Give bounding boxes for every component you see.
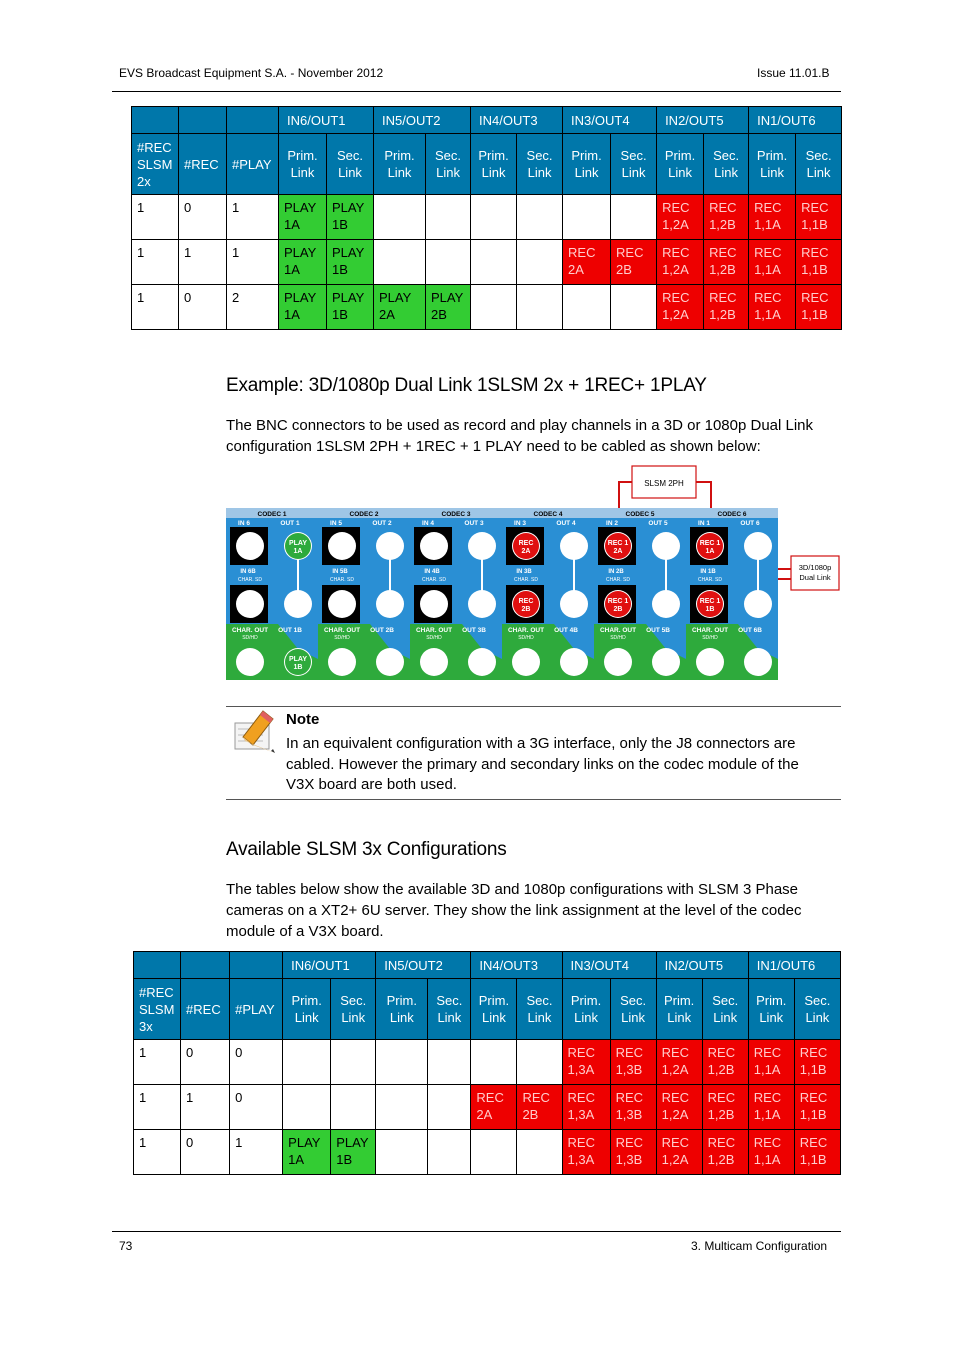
char-sd-label: CHAR. SD xyxy=(698,577,722,583)
out-b-label: OUT 3B xyxy=(462,627,486,634)
badge-label: REC 1 xyxy=(607,540,629,547)
col-header-prim: Prim. Link xyxy=(656,979,702,1040)
section-title-slsm-3x: Available SLSM 3x Configurations xyxy=(226,839,507,860)
char-out-label: CHAR. OUT xyxy=(507,627,545,634)
sdhd-label: SD/HD xyxy=(426,635,442,641)
table-row xyxy=(132,240,842,285)
col-header-sec: Sec. Link xyxy=(426,134,471,195)
table-cell: 2 xyxy=(227,285,279,330)
table-cell: 1 xyxy=(134,1130,181,1175)
col-header-rec: #REC xyxy=(179,134,227,195)
col-header-prim: Prim. Link xyxy=(749,134,796,195)
header-left: EVS Broadcast Equipment S.A. - November 2012 xyxy=(119,66,384,80)
table-cell: REC 2B xyxy=(611,240,657,285)
bnc-connector xyxy=(328,590,356,618)
bnc-connector-diagram xyxy=(226,464,840,680)
table-cell: REC 1,2A xyxy=(657,285,704,330)
char-out-label: CHAR. OUT xyxy=(231,627,269,634)
codec-module xyxy=(686,508,778,680)
col-header-prim: Prim. Link xyxy=(748,979,794,1040)
col-header-sec: Sec. Link xyxy=(428,979,471,1040)
note-title: Note xyxy=(286,711,320,728)
table-cell xyxy=(331,1085,376,1130)
table-cell: 1 xyxy=(230,1130,283,1175)
blank-header-cell xyxy=(181,952,230,979)
table-cell: REC 1,1A xyxy=(749,285,796,330)
table-cell: REC 1,1A xyxy=(748,1130,794,1175)
table-cell xyxy=(563,285,611,330)
col-header-rec-slsm: #REC SLSM 2x xyxy=(132,134,179,195)
table-cell: REC 1,3B xyxy=(610,1040,656,1085)
table-cell: PLAY 1A xyxy=(279,195,327,240)
char-out-label: CHAR. OUT xyxy=(323,627,361,634)
table-cell: 0 xyxy=(179,195,227,240)
table-cell xyxy=(376,1085,428,1130)
table-row xyxy=(134,1130,841,1175)
table-cell xyxy=(374,240,426,285)
bnc-connector xyxy=(376,648,404,676)
bnc-connector xyxy=(236,590,264,618)
group-header: IN6/OUT1 xyxy=(279,107,374,134)
table-row xyxy=(134,1040,841,1085)
blank-header-cell xyxy=(179,107,227,134)
bnc-connector xyxy=(744,648,772,676)
col-header-sec: Sec. Link xyxy=(794,979,840,1040)
table-cell xyxy=(471,240,517,285)
table-cell: 1 xyxy=(134,1085,181,1130)
blank-header-cell xyxy=(227,107,279,134)
in-label: IN 6 xyxy=(238,520,250,527)
table-cell xyxy=(376,1130,428,1175)
codec-module xyxy=(226,508,318,680)
char-sd-label: CHAR. SD xyxy=(514,577,538,583)
table-cell: REC 1,2A xyxy=(657,240,704,285)
table-cell: PLAY 2B xyxy=(426,285,471,330)
in-label: IN 5 xyxy=(330,520,342,527)
col-header-sec: Sec. Link xyxy=(702,979,748,1040)
out-b-label: OUT 4B xyxy=(554,627,578,634)
out-label: OUT 6 xyxy=(740,520,760,527)
table-row xyxy=(134,1085,841,1130)
section-title-dual-link: Example: 3D/1080p Dual Link 1SLSM 2x + 1REC+ 1PLAY xyxy=(226,375,707,396)
table-cell: PLAY 1B xyxy=(331,1130,376,1175)
sdhd-label: SD/HD xyxy=(702,635,718,641)
table-cell xyxy=(611,195,657,240)
table-cell: REC 2A xyxy=(471,1085,517,1130)
bnc-connector xyxy=(328,532,356,560)
char-sd-label: CHAR. SD xyxy=(606,577,630,583)
table-cell: REC 1,3B xyxy=(610,1085,656,1130)
col-header-sec: Sec. Link xyxy=(517,134,563,195)
col-header-prim: Prim. Link xyxy=(471,979,517,1040)
blank-header-cell xyxy=(134,952,181,979)
group-header: IN5/OUT2 xyxy=(376,952,471,979)
table-cell: REC 1,3B xyxy=(610,1130,656,1175)
sdhd-label: SD/HD xyxy=(242,635,258,641)
table-cell: PLAY 1B xyxy=(327,240,374,285)
config-table-slsm-3x xyxy=(133,951,841,1175)
table-row xyxy=(132,285,842,330)
table-cell: REC 1,1B xyxy=(796,285,842,330)
out-label: OUT 1 xyxy=(280,520,300,527)
section-body-slsm-3x: The tables below show the available 3D and 1080p configurations with SLSM 3 Phase cameras on a XT2+ 6U server. They show the link assignment at the level of the codec module of a V3X board. xyxy=(226,881,802,940)
group-header: IN2/OUT5 xyxy=(657,107,749,134)
badge-label: PLAY xyxy=(288,656,308,663)
bnc-connector xyxy=(236,532,264,560)
table-cell xyxy=(471,195,517,240)
table-cell: REC 1,1B xyxy=(794,1130,840,1175)
table-cell: REC 1,1A xyxy=(748,1040,794,1085)
badge-label: 1A xyxy=(293,548,303,555)
sdhd-label: SD/HD xyxy=(610,635,626,641)
table-cell xyxy=(517,195,563,240)
table-cell xyxy=(283,1040,331,1085)
table-cell: REC 1,2A xyxy=(656,1085,702,1130)
table-cell: REC 1,1A xyxy=(749,195,796,240)
table-cell xyxy=(374,195,426,240)
codec-module xyxy=(594,508,686,680)
group-header: IN3/OUT4 xyxy=(562,952,656,979)
codec-label: CODEC 2 xyxy=(349,511,379,518)
table-cell: 1 xyxy=(132,285,179,330)
bnc-connector xyxy=(512,648,540,676)
out-b-label: OUT 6B xyxy=(738,627,762,634)
codec-label: CODEC 6 xyxy=(717,511,747,518)
bnc-connector xyxy=(420,648,448,676)
codec-label: CODEC 5 xyxy=(625,511,655,518)
table-cell: 0 xyxy=(181,1130,230,1175)
bnc-connector xyxy=(560,648,588,676)
badge-label: 2A xyxy=(613,548,623,555)
table-cell: 0 xyxy=(179,285,227,330)
bnc-connector xyxy=(560,590,588,618)
table-cell xyxy=(471,1130,517,1175)
table-cell xyxy=(517,285,563,330)
table-cell xyxy=(428,1040,471,1085)
table-cell: 1 xyxy=(181,1085,230,1130)
in-label: IN 2 xyxy=(606,520,618,527)
codec-label: CODEC 3 xyxy=(441,511,471,518)
table-cell: REC 1,1B xyxy=(794,1040,840,1085)
table-cell: REC 1,2A xyxy=(656,1040,702,1085)
bnc-connector xyxy=(420,590,448,618)
table-cell: REC 2A xyxy=(563,240,611,285)
bnc-connector xyxy=(744,590,772,618)
group-header: IN4/OUT3 xyxy=(471,952,562,979)
table-cell xyxy=(428,1085,471,1130)
group-header: IN1/OUT6 xyxy=(749,107,842,134)
group-header: IN1/OUT6 xyxy=(748,952,840,979)
table-cell: 1 xyxy=(227,195,279,240)
bnc-connector xyxy=(468,590,496,618)
bnc-connector xyxy=(652,590,680,618)
table-cell: REC 1,2A xyxy=(657,195,704,240)
table-cell xyxy=(611,285,657,330)
sdhd-label: SD/HD xyxy=(334,635,350,641)
group-header: IN5/OUT2 xyxy=(374,107,471,134)
table-cell xyxy=(426,240,471,285)
col-header-sec: Sec. Link xyxy=(331,979,376,1040)
bnc-connector xyxy=(468,648,496,676)
table-cell: 0 xyxy=(181,1040,230,1085)
table-cell xyxy=(331,1040,376,1085)
table-cell: PLAY 1B xyxy=(327,195,374,240)
table-cell: PLAY 1A xyxy=(279,240,327,285)
in-b-label: IN 5B xyxy=(332,569,348,575)
table-cell: REC 1,3A xyxy=(562,1040,610,1085)
callout-slsm-label: SLSM 2PH xyxy=(644,479,684,488)
out-b-label: OUT 5B xyxy=(646,627,670,634)
char-out-label: CHAR. OUT xyxy=(415,627,453,634)
table-cell: PLAY 2A xyxy=(374,285,426,330)
in-b-label: IN 3B xyxy=(516,569,532,575)
table-cell: REC 1,2B xyxy=(702,1130,748,1175)
col-header-prim: Prim. Link xyxy=(376,979,428,1040)
out-b-label: OUT 2B xyxy=(370,627,394,634)
col-header-sec: Sec. Link xyxy=(611,134,657,195)
table-cell: 0 xyxy=(230,1040,283,1085)
callout-dual-link-line1: 3D/1080p xyxy=(798,563,832,572)
table-cell: PLAY 1B xyxy=(327,285,374,330)
table-cell xyxy=(471,285,517,330)
table-row xyxy=(132,195,842,240)
col-header-prim: Prim. Link xyxy=(562,979,610,1040)
table-cell: REC 1,3A xyxy=(562,1130,610,1175)
table-cell xyxy=(517,1130,562,1175)
badge-label: 2B xyxy=(613,606,623,613)
bnc-connector xyxy=(328,648,356,676)
badge-label: REC xyxy=(518,598,534,605)
group-header: IN6/OUT1 xyxy=(283,952,376,979)
pencil-icon xyxy=(233,709,279,755)
group-header: IN3/OUT4 xyxy=(563,107,657,134)
table-cell: 1 xyxy=(132,240,179,285)
in-b-label: IN 2B xyxy=(608,569,624,575)
bnc-connector xyxy=(236,648,264,676)
out-label: OUT 5 xyxy=(648,520,668,527)
bnc-connector xyxy=(376,532,404,560)
in-b-label: IN 4B xyxy=(424,569,440,575)
table-cell: 1 xyxy=(227,240,279,285)
table-cell: PLAY 1A xyxy=(283,1130,331,1175)
table-cell xyxy=(376,1040,428,1085)
table-cell: REC 1,1B xyxy=(796,195,842,240)
note-body: In an equivalent configuration with a 3G interface, only the J8 connectors are cabled. However the primary and secondary links on the codec module of the V3X board are both used. xyxy=(286,735,799,793)
section-body-dual-link: The BNC connectors to be used as record and play channels in a 3D or 1080p Dual Link configuration 1SLSM 2PH + 1REC + 1 PLAY need to be cabled as shown below: xyxy=(226,417,814,455)
blank-header-cell xyxy=(132,107,179,134)
config-table-slsm-2x xyxy=(131,106,842,330)
col-header-play: #PLAY xyxy=(230,979,283,1040)
col-header-prim: Prim. Link xyxy=(563,134,611,195)
col-header-prim: Prim. Link xyxy=(657,134,704,195)
codec-module xyxy=(502,508,594,680)
table-cell: 1 xyxy=(179,240,227,285)
bnc-connector xyxy=(376,590,404,618)
table-cell xyxy=(517,1040,562,1085)
col-header-rec-slsm: #REC SLSM 3x xyxy=(134,979,181,1040)
badge-label: REC xyxy=(518,540,534,547)
bnc-connector xyxy=(652,532,680,560)
in-label: IN 4 xyxy=(422,520,434,527)
note-bottom-rule xyxy=(226,799,841,800)
table-cell: REC 1,2B xyxy=(704,195,749,240)
table-cell: REC 1,1A xyxy=(748,1085,794,1130)
bnc-connector xyxy=(744,532,772,560)
footer-page-number: 73 xyxy=(119,1239,133,1253)
codec-module xyxy=(318,508,410,680)
table-cell: REC 1,2B xyxy=(702,1040,748,1085)
table-cell: REC 1,1B xyxy=(794,1085,840,1130)
out-b-label: OUT 1B xyxy=(278,627,302,634)
group-header: IN4/OUT3 xyxy=(471,107,563,134)
in-label: IN 3 xyxy=(514,520,526,527)
char-out-label: CHAR. OUT xyxy=(691,627,729,634)
table-cell xyxy=(471,1040,517,1085)
table-cell: REC 1,2B xyxy=(704,240,749,285)
table-cell xyxy=(428,1130,471,1175)
col-header-prim: Prim. Link xyxy=(279,134,327,195)
table-cell: REC 1,1A xyxy=(749,240,796,285)
col-header-sec: Sec. Link xyxy=(327,134,374,195)
note-top-rule xyxy=(226,706,841,707)
col-header-play: #PLAY xyxy=(227,134,279,195)
group-header: IN2/OUT5 xyxy=(656,952,748,979)
badge-label: 1A xyxy=(705,548,715,555)
char-sd-label: CHAR. SD xyxy=(330,577,354,583)
table-cell: REC 1,2B xyxy=(704,285,749,330)
in-label: IN 1 xyxy=(698,520,710,527)
char-out-label: CHAR. OUT xyxy=(599,627,637,634)
header-right: Issue 11.01.B xyxy=(757,66,830,80)
sdhd-label: SD/HD xyxy=(518,635,534,641)
callout-dual-link-line2: Dual Link xyxy=(799,573,831,582)
badge-label: PLAY xyxy=(288,540,308,547)
badge-label: 2B xyxy=(521,606,531,613)
table-cell: 1 xyxy=(134,1040,181,1085)
out-label: OUT 4 xyxy=(556,520,576,527)
table-cell: REC 1,1B xyxy=(796,240,842,285)
bnc-connector xyxy=(696,648,724,676)
col-header-prim: Prim. Link xyxy=(283,979,331,1040)
char-sd-label: CHAR. SD xyxy=(238,577,262,583)
bnc-connector xyxy=(468,532,496,560)
bnc-connector xyxy=(284,590,312,618)
table-cell: PLAY 1A xyxy=(279,285,327,330)
badge-label: 1B xyxy=(705,606,715,613)
table-cell: REC 1,2B xyxy=(702,1085,748,1130)
blank-header-cell xyxy=(230,952,283,979)
table-cell: 0 xyxy=(230,1085,283,1130)
col-header-sec: Sec. Link xyxy=(704,134,749,195)
col-header-sec: Sec. Link xyxy=(796,134,842,195)
codec-label: CODEC 4 xyxy=(533,511,563,518)
col-header-prim: Prim. Link xyxy=(374,134,426,195)
bnc-connector xyxy=(560,532,588,560)
codec-label: CODEC 1 xyxy=(257,511,287,518)
badge-label: REC 1 xyxy=(699,598,721,605)
bnc-connector xyxy=(604,648,632,676)
badge-label: 1B xyxy=(293,664,303,671)
table-cell xyxy=(563,195,611,240)
table-cell xyxy=(283,1085,331,1130)
header-rule xyxy=(112,91,841,92)
table-cell: REC 1,2A xyxy=(656,1130,702,1175)
badge-label: REC 1 xyxy=(607,598,629,605)
char-sd-label: CHAR. SD xyxy=(422,577,446,583)
footer-section: 3. Multicam Configuration xyxy=(691,1239,828,1253)
table-cell: REC 1,3A xyxy=(562,1085,610,1130)
out-label: OUT 2 xyxy=(372,520,392,527)
col-header-prim: Prim. Link xyxy=(471,134,517,195)
badge-label: REC 1 xyxy=(699,540,721,547)
badge-label: 2A xyxy=(521,548,531,555)
in-b-label: IN 6B xyxy=(240,569,256,575)
table-cell: 1 xyxy=(132,195,179,240)
in-b-label: IN 1B xyxy=(700,569,716,575)
table-cell xyxy=(426,195,471,240)
out-label: OUT 3 xyxy=(464,520,484,527)
bnc-connector xyxy=(420,532,448,560)
table-cell: REC 2B xyxy=(517,1085,562,1130)
col-header-sec: Sec. Link xyxy=(517,979,562,1040)
table-cell xyxy=(517,240,563,285)
bnc-connector xyxy=(652,648,680,676)
col-header-rec: #REC xyxy=(181,979,230,1040)
codec-module xyxy=(410,508,502,680)
footer-rule xyxy=(112,1231,841,1232)
col-header-sec: Sec. Link xyxy=(610,979,656,1040)
